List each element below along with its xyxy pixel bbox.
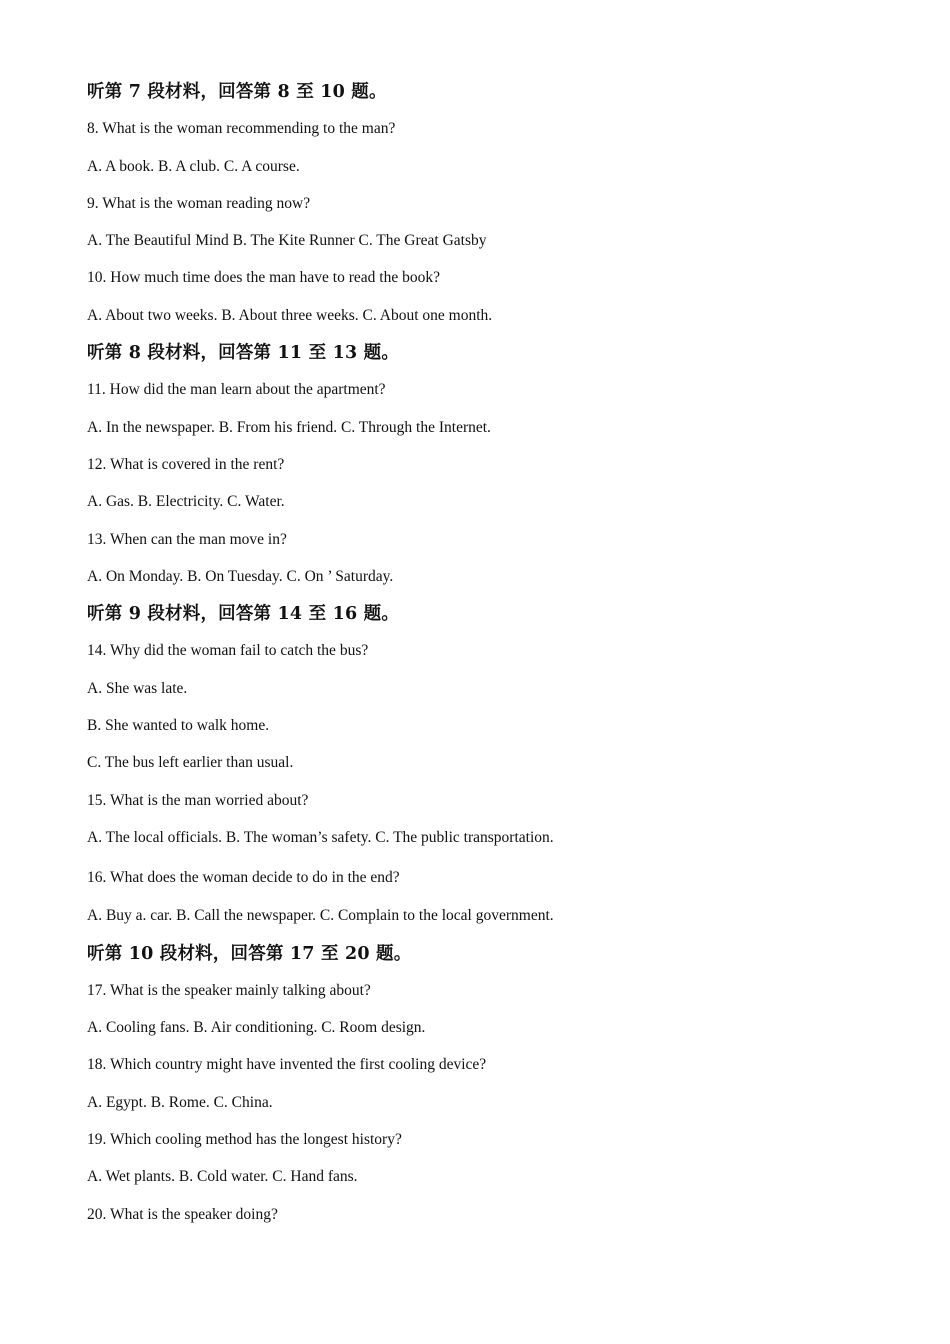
options-18: A. Egypt. B. Rome. C. China.	[87, 1093, 273, 1111]
question-20: 20. What is the speaker doing?	[87, 1205, 278, 1223]
options-8: A. A book. B. A club. C. A course.	[87, 157, 300, 175]
question-15: 15. What is the man worried about?	[87, 791, 309, 809]
question-18: 18. Which country might have invented the first cooling device?	[87, 1056, 487, 1074]
question-10: 10. How much time does the man have to read the book?	[87, 269, 440, 287]
question-19: 19. Which cooling method has the longest history?	[87, 1131, 402, 1149]
section-heading: 听第 10 段材料，回答第 17 至 20 题。	[87, 943, 412, 964]
question-9: 9. What is the woman reading now?	[87, 194, 311, 212]
question-16: 16. What does the woman decide to do in the end?	[87, 869, 400, 887]
question-12: 12. What is covered in the rent?	[87, 455, 285, 473]
option-14b: B. She wanted to walk home.	[87, 717, 270, 735]
question-17: 17. What is the speaker mainly talking about?	[87, 981, 371, 999]
question-14: 14. Why did the woman fail to catch the bus?	[87, 642, 369, 660]
question-8: 8. What is the woman recommending to the man?	[87, 120, 396, 138]
options-11: A. In the newspaper. B. From his friend. C. Through the Internet.	[87, 418, 491, 436]
options-15: A. The local officials. B. The woman’s safety. C. The public transportation.	[87, 828, 554, 846]
option-14c: C. The bus left earlier than usual.	[87, 754, 294, 772]
options-10: A. About two weeks. B. About three weeks. C. About one month.	[87, 306, 493, 324]
section-heading: 听第 8 段材料，回答第 11 至 13 题。	[87, 343, 400, 364]
options-16: A. Buy a. car. B. Call the newspaper. C. Complain to the local government.	[87, 907, 554, 925]
options-12: A. Gas. B. Electricity. C. Water.	[87, 493, 285, 511]
option-14a: A. She was late.	[87, 679, 188, 697]
question-13: 13. When can the man move in?	[87, 530, 287, 548]
section-heading: 听第 7 段材料，回答第 8 至 10 题。	[87, 82, 387, 102]
section-heading: 听第 9 段材料，回答第 14 至 16 题。	[87, 604, 400, 625]
options-17: A. Cooling fans. B. Air conditioning. C. Room design.	[87, 1019, 426, 1037]
options-9: A. The Beautiful Mind B. The Kite Runner C. The Great Gatsby	[87, 232, 487, 250]
options-19: A. Wet plants. B. Cold water. C. Hand fans.	[87, 1168, 358, 1186]
options-13: A. On Monday. B. On Tuesday. C. On ’ Saturday.	[87, 567, 394, 585]
exam-page	[87, 78, 887, 1238]
question-11: 11. How did the man learn about the apartment?	[87, 381, 386, 399]
